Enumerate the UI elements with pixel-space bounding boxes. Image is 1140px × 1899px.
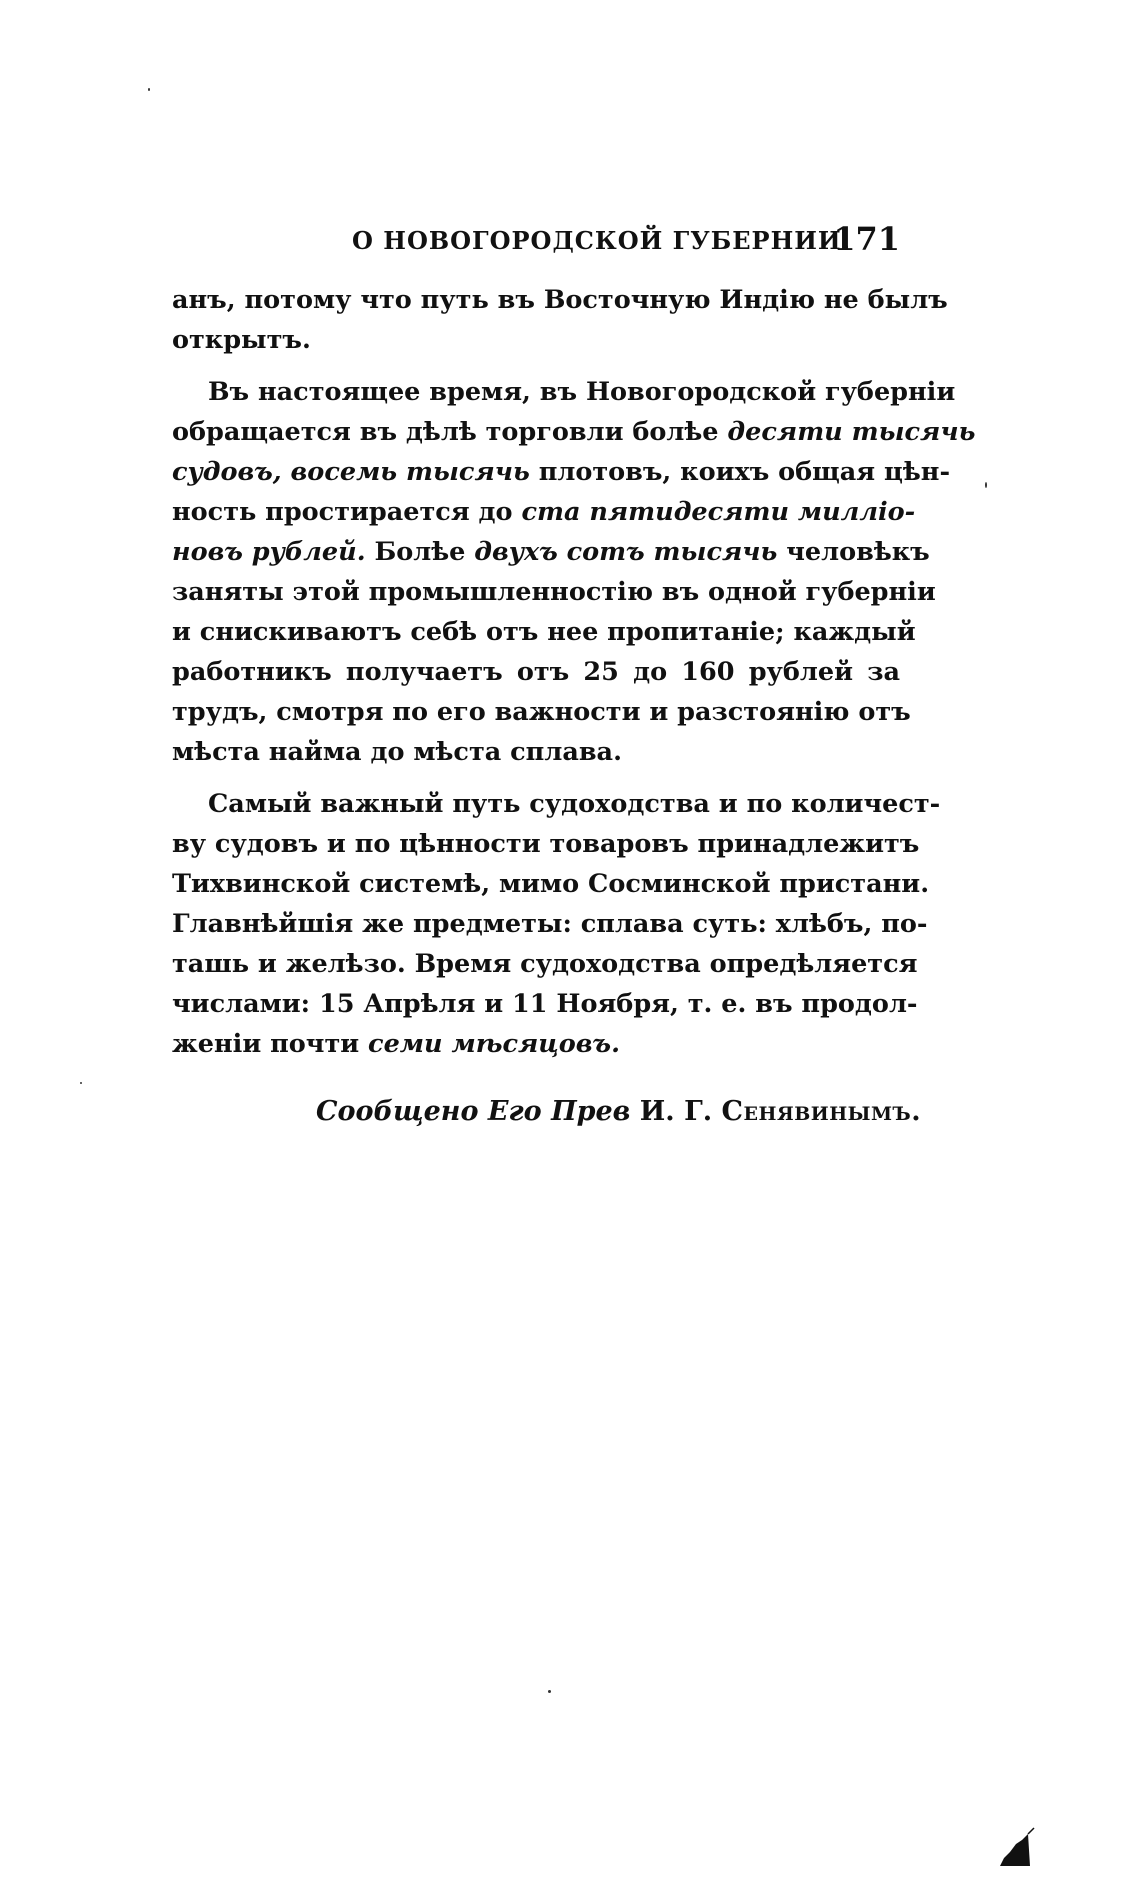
italic-run: новъ рублей. <box>172 537 366 567</box>
signature-prefix: Сообщено Его Прев <box>316 1096 631 1127</box>
paragraph-gap <box>172 772 900 784</box>
text-run: открытъ. <box>172 325 311 355</box>
text-run: Главнѣйшія же предметы: сплава суть: хлѣбъ, по- <box>172 909 928 939</box>
text-line <box>172 944 918 984</box>
text-run: человѣкъ <box>777 537 930 567</box>
text-line <box>172 784 941 824</box>
text-run: женіи почти <box>172 1029 369 1059</box>
text-line <box>172 1024 900 1064</box>
text-run: числами: 15 Апрѣля и 11 Ноября, т. е. въ продол- <box>172 989 918 1019</box>
text-run: и снискиваютъ себѣ отъ нее пропитаніе; каждый <box>172 617 916 647</box>
text-line <box>172 692 911 732</box>
italic-run: ста пятидесяти милліо- <box>521 497 916 527</box>
paragraph <box>172 784 941 1064</box>
text-line <box>172 824 920 864</box>
text-run: ность простирается до <box>172 497 522 527</box>
text-run: работникъ получаетъ отъ 25 до 160 рублей за <box>172 657 900 687</box>
running-title: О НОВОГОРОДСКОЙ ГУБЕРНИИ. <box>352 226 851 255</box>
paragraph <box>172 372 976 772</box>
text-line <box>172 532 930 572</box>
text-line <box>172 652 900 692</box>
text-run: плотовъ, коихъ общая цѣн- <box>529 457 951 487</box>
body-text <box>172 280 976 1064</box>
text-run: обращается въ дѣлѣ торговли болѣе <box>172 417 728 447</box>
text-line <box>172 612 916 652</box>
text-run: заняты этой промышленностію въ одной губерніи <box>172 577 936 607</box>
text-line <box>172 280 948 320</box>
italic-run: десяти тысячь <box>727 417 976 447</box>
running-head <box>172 220 900 264</box>
signature-initials: И. Г. <box>630 1096 722 1127</box>
text-run: Тихвинской системѣ, мимо Сосминской пристани. <box>172 869 930 899</box>
text-run: Самый важный путь судоходства и по количест- <box>208 789 941 819</box>
paragraph <box>172 280 948 360</box>
text-line <box>172 572 936 612</box>
text-run: анъ, потому что путь въ Восточную Индію не былъ <box>172 285 948 315</box>
scan-speck <box>548 1690 551 1693</box>
text-line <box>172 412 976 452</box>
text-line <box>172 452 951 492</box>
paragraph-gap <box>172 360 900 372</box>
text-run: ву судовъ и по цѣнности товаровъ принадлежитъ <box>172 829 920 859</box>
text-run: трудъ, смотря по его важности и разстоянію отъ <box>172 697 911 727</box>
scan-speck <box>80 1082 82 1084</box>
scan-speck <box>985 482 987 488</box>
text-run: Болѣе <box>365 537 475 567</box>
signature-line <box>316 1096 921 1127</box>
page-corner-mark <box>996 1826 1038 1868</box>
text-line <box>172 864 930 904</box>
text-run: ташь и желѣзо. Время судоходства опредѣляется <box>172 949 918 979</box>
italic-run: семи мѣсяцовъ. <box>368 1029 620 1059</box>
scan-speck <box>148 88 150 91</box>
text-line <box>172 904 928 944</box>
text-run: мѣста найма до мѣста сплава. <box>172 737 622 767</box>
text-line <box>172 492 916 532</box>
text-line <box>172 984 918 1024</box>
page-number: 171 <box>833 220 900 258</box>
text-line <box>172 320 900 360</box>
signature-name: Сенявинымъ. <box>721 1096 922 1127</box>
text-line <box>172 372 956 412</box>
italic-run: судовъ, восемь тысячь <box>172 457 530 487</box>
text-line <box>172 732 900 772</box>
text-run: Въ настоящее время, въ Новогородской губерніи <box>208 377 956 407</box>
italic-run: двухъ сотъ тысячь <box>474 537 778 567</box>
